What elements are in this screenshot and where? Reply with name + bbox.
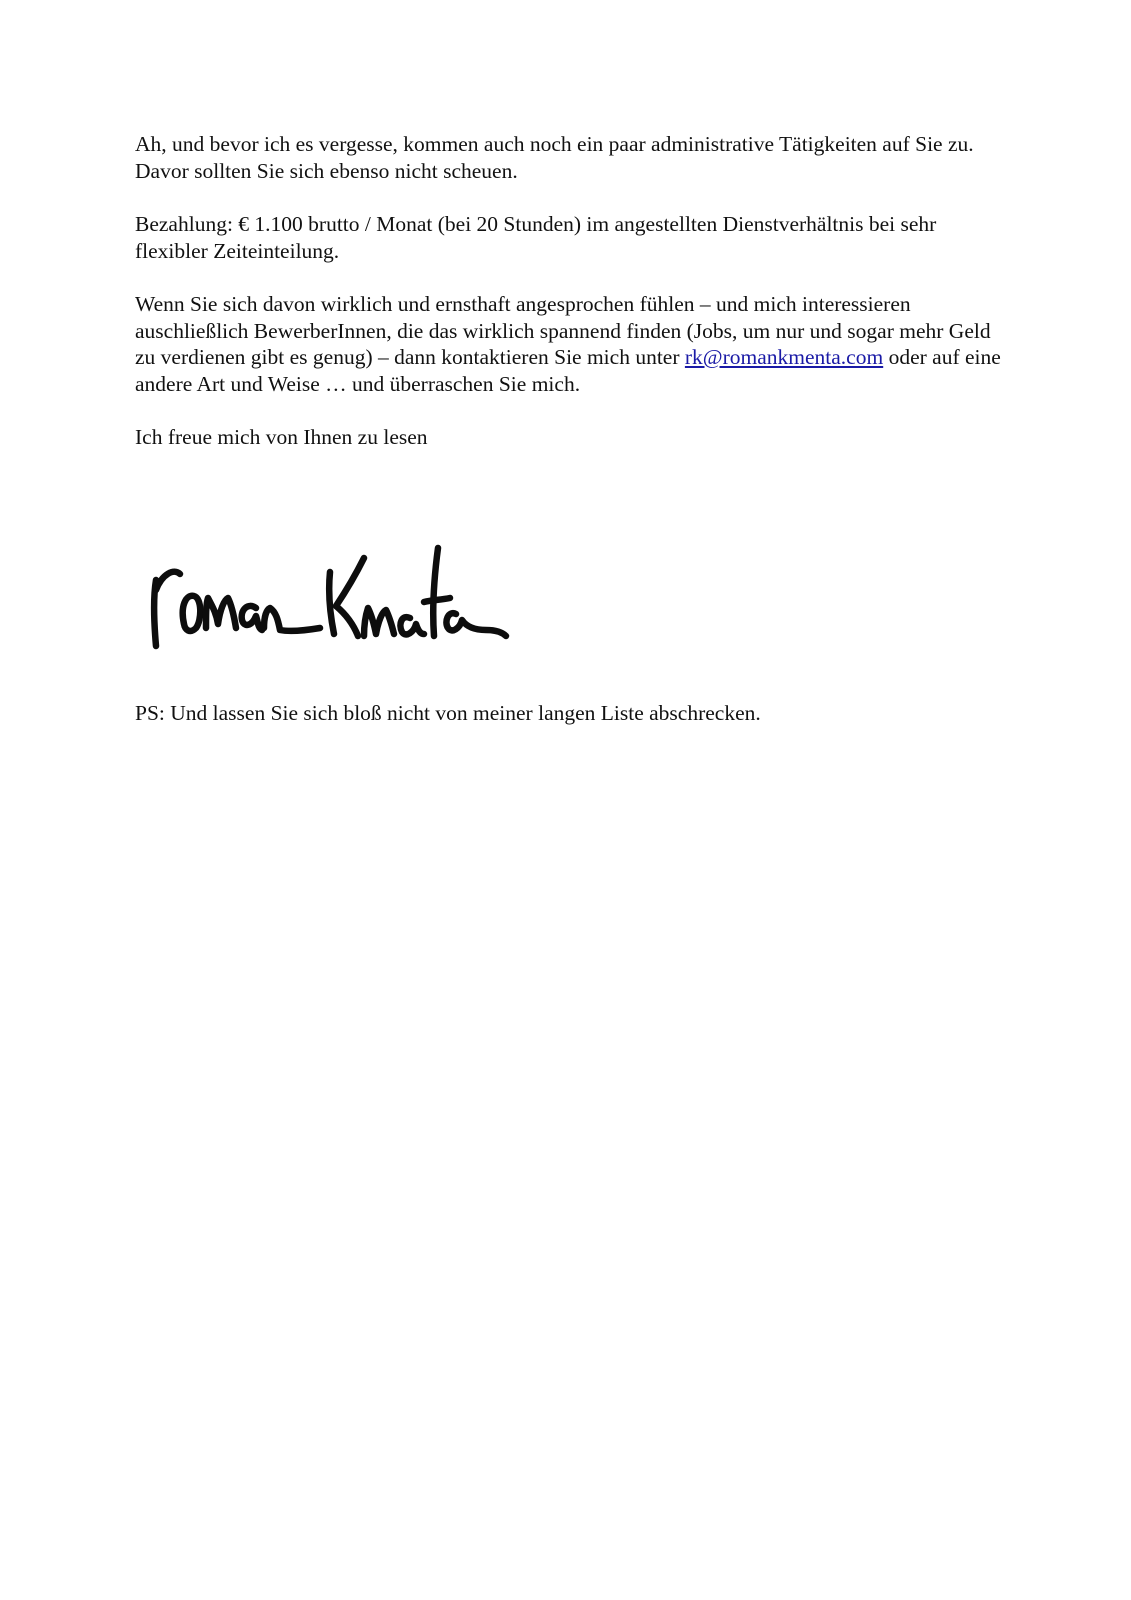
closing-line: Ich freue mich von Ihnen zu lesen	[135, 425, 428, 449]
paragraph-contact	[135, 291, 1005, 397]
postscript: PS: Und lassen Sie sich bloß nicht von meiner langen Liste abschrecken.	[135, 701, 761, 725]
signature-image	[140, 528, 520, 668]
letter-body	[135, 131, 1005, 451]
paragraph-admin-tasks: Ah, und bevor ich es vergesse, kommen auch noch ein paar administrative Tätigkeiten auf Sie zu. Davor sollten Sie sich ebenso nicht scheuen.	[135, 132, 974, 183]
contact-text-before: Wenn Sie sich davon wirklich und ernsthaft angesprochen fühlen – und mich interessieren auschließlich BewerberInnen, die das wirklich spannend finden (Jobs, um nur und sogar mehr Geld zu verdienen gibt es genug) – dann kontaktieren Sie mich unter	[135, 292, 991, 369]
email-link[interactable]: rk@romankmenta.com	[684, 345, 884, 369]
contact-text-after: oder auf eine andere Art und Weise … und überraschen Sie mich.	[135, 345, 1001, 396]
paragraph-payment: Bezahlung: € 1.100 brutto / Monat (bei 20 Stunden) im angestellten Dienstverhältnis bei sehr flexibler Zeiteinteilung.	[135, 212, 937, 263]
